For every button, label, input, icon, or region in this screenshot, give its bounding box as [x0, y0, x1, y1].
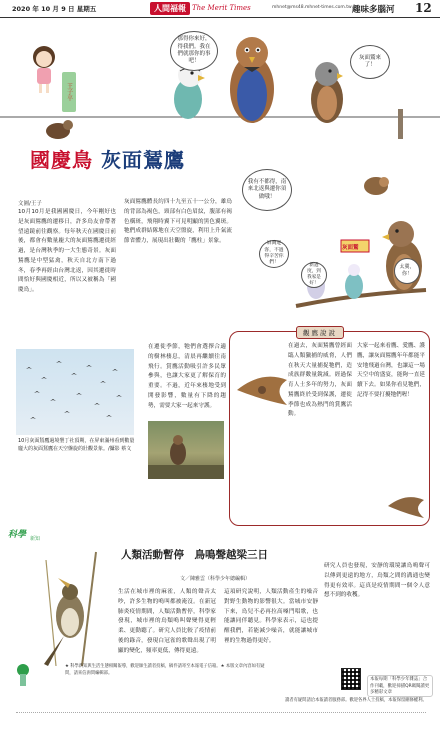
speech-bubble-6: 太冀，你！ [394, 258, 420, 284]
illustrator-badge: 王子平 [62, 72, 76, 112]
science-ribbon-sub: 新知 [30, 536, 41, 542]
sidebar-column-2: 大家一起來看鷹、愛鷹、護鷹，讓灰面鵟鷹年年都能平安地飛過台灣，也讓這一場天空中的盛宴，能夠一直延續下去。如果你看見牠們，記得不要打擾牠們喔！ [357, 343, 425, 398]
speech-bubble-2: 灰面鷲來了！ [350, 45, 390, 79]
sidebar-box-title: 觀鷹說說 [296, 326, 344, 339]
science-ribbon: 科學 [8, 530, 27, 540]
page-header [0, 0, 440, 18]
article-column-2: 灰面鵟鷹體長約四十九至五十一公分，雄鳥的背部為褐色，頸部有白色眉紋，腹部有褐色橫斑，飛翔時翼下可見明顯的黑色翼斑。牠們成群結隊地在天空盤旋，利用上升氣流節省體力，展現出壯觀的「鷹柱」景象。 [124, 199, 232, 245]
article2-column-2: 這項研究說明，人類活動產生的噪音對野生動物的影響很大。當城市安靜下來，鳥兒不必再拉高嗓門唱歌，也能讓同伴聽見。科學家表示，這也提醒我們，若能減少噪音，就能讓城市裡的生物過得更好。 [224, 589, 318, 644]
article-byline: 文圖/王子 [18, 201, 42, 207]
speech-bubble-5: 新過度，到我家是好！ [301, 262, 327, 288]
speech-bubble-3: 我有不都得，南來北返與遷你須做哦！ [242, 169, 292, 211]
speech-bubble-1: 那得你來好，得我們。我在們就那你的事吧！ [170, 31, 218, 71]
qr-note: 本報每期「科學少年雜誌」合作刊載，歡迎掃描QR碼閱讀更多精彩文章 [367, 675, 433, 697]
sidebar-column-1: 在過去，灰面鵟鷹曾經面臨人類獵捕的威脅，人們在秋天大量捕捉牠們，造成族群數量銳減。經過保育人士多年的努力，灰面鵟鷹終於受到保護，遷徙季節也成為熱門的賞鷹活動。 [288, 343, 352, 418]
qr-code[interactable] [341, 668, 361, 690]
masthead-logo[interactable] [150, 1, 251, 15]
footer-divider [16, 712, 426, 722]
article2-column-1: 生活在城市裡的麻雀，人類的聲音太吵，許多生物的鳴叫都被淹沒。在新冠肺炎疫情期間，人類活動暫停，科學家發現，城市裡的鳥類鳴叫聲變得更輕柔、更動聽了。研究人員比較了疫情前後的錄音，發現白冠雀的歌聲出現了明顯的變化，頻率更低，傳得更遠。 [118, 589, 216, 654]
article-column-1: 10月10月是我國國慶日，今年剛好也是灰面鵟鷹的遷移日，許多鳥友會帶著望遠鏡前往觀察。每年秋天在國慶日前後，都會有數量龐大的灰面鵟鷹遷徙經過，是台灣秋季的一大生態奇景。灰面鵟鷹是中型猛禽，秋天自北方南下過冬，春季再經由台灣北返，因其遷徙時間恰好與國慶相近，所以又被稱為「國慶鳥」。 [18, 209, 116, 294]
speech-bubble-4: 屏灣迎客，不過得辛苦你們！ [259, 240, 289, 268]
logo-chinese: 人間福報 [150, 2, 190, 15]
hawk-branch-illustration [286, 174, 436, 324]
title-red: 國慶鳥 [30, 148, 93, 172]
flock-photo-caption: 10月灰面鵟鷹過境墾丁社頂期，在屏東滿州看到數量龐大的灰面鵟鷹在天空盤旋的壯觀景象。/攝影 蔡文 [18, 438, 135, 452]
contact-url[interactable]: mhnet@ms48.mhnet-times.com.tw [272, 5, 352, 10]
flying-hawk-illustration [232, 360, 292, 420]
article2-title: 人類活動暫停 鳥鳴聲越梁三日 [121, 549, 268, 561]
article2-column-3: 研究人員也發現，安靜的環境讓鳥鳴聲可以傳到更遠的地方，鳥類之間的溝通也變得更有效率。這真是疫情期間一個令人意想不到的收穫。 [324, 563, 430, 599]
sign-label: 灰面鷲 [342, 245, 359, 251]
title-blue: 灰面鵟鷹 [100, 148, 185, 172]
flock-photo [16, 349, 134, 435]
songbird-photo [26, 550, 112, 668]
issue-date: 2020 年 10 月 9 日 星期五 [12, 5, 97, 13]
hawk-photo [148, 421, 224, 479]
article-column-3: 在遷徙季節，牠們會選擇合適的樹林棲息，清晨再繼續往南飛行。賞鷹活動吸引許多民眾參與，也讓大家更了解保育的重要。不過，近年來棲地受到開發影響，數量有下降的趨勢，需要大家一起來守護。 [148, 344, 226, 409]
section-title: 趣味多腦河 [352, 5, 395, 15]
top-illustration [0, 19, 440, 139]
article2-notes: ★ 科學新知與生活生態相關報導，歡迎師生讀者投稿，稿件請寄至本報電子信箱。★ 本版文章內容如有疑問，請來信詢問編輯部。 [65, 664, 265, 676]
page-number: 12 [415, 1, 432, 15]
page-footer: 讀者有疑問請洽本報讀者服務部。歡迎各界人士投稿，本報保留刪修權利。 [285, 698, 427, 703]
article-title [30, 144, 185, 173]
logo-english: The Merit Times [192, 4, 251, 12]
article2-byline: 文／陳雅雲（科學少年總編輯） [180, 576, 251, 582]
green-ribbon-icon [16, 662, 30, 686]
flying-hawk-small-illustration [386, 488, 426, 522]
